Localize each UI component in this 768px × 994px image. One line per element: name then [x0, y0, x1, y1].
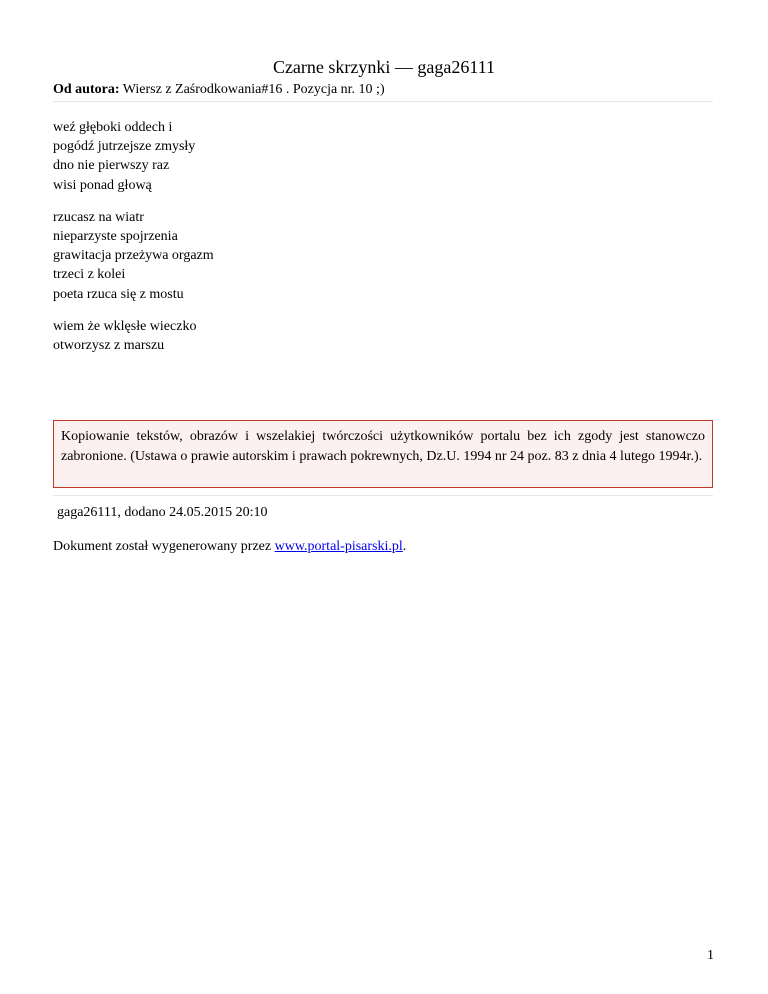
generated-suffix: .: [402, 539, 407, 554]
poem-line: wisi ponad głową: [53, 177, 152, 193]
document-title: Czarne skrzynki — gaga26111: [272, 57, 496, 77]
header-divider: [53, 101, 713, 102]
author-note: [53, 80, 713, 100]
author-date-line: gaga26111, dodano 24.05.2015 20:10: [57, 505, 268, 520]
poem-line: pogódź jutrzejsze zmysły: [53, 139, 196, 155]
poem-line: weź głęboki oddech i: [53, 120, 173, 135]
poem-line: poeta rzuca się z mostu: [53, 286, 184, 302]
author-note-text: Wiersz z Zaśrodkowania#16 . Pozycja nr. 10 ;): [122, 82, 385, 97]
poem-line: otworzysz z marszu: [53, 338, 165, 354]
stanza-3: [53, 317, 713, 355]
poem-line: grawitacja przeżywa orgazm: [53, 248, 214, 264]
stanza-2: [53, 208, 713, 304]
poem-line: nieparzyste spojrzenia: [53, 229, 178, 245]
poem-line: dno nie pierwszy raz: [53, 158, 170, 174]
poem-line: trzeci z kolei: [53, 267, 126, 283]
copyright-notice: Kopiowanie tekstów, obrazów i wszelakiej twórczości użytkowników portalu bez ich zgody jest stanowczo zabronione. (Ustawa o prawie autorskim i prawach pokrewnych, Dz.U. 1994 nr 24 poz. 83 z dnia 4 lutego 1994r.).: [53, 420, 713, 488]
generated-by-line: [53, 537, 406, 557]
poem-line: rzucasz na wiatr: [53, 209, 144, 225]
stanza-1: [53, 118, 713, 195]
portal-link[interactable]: www.portal-pisarski.pl: [274, 539, 403, 554]
generated-prefix: Dokument został wygenerowany przez: [53, 539, 275, 554]
poem-line: wiem że wklęsłe wieczko: [53, 318, 197, 334]
author-note-label: Od autora:: [53, 82, 120, 97]
footer-divider: [53, 495, 713, 496]
page-number: 1: [707, 948, 714, 963]
poem-body: [53, 118, 713, 368]
